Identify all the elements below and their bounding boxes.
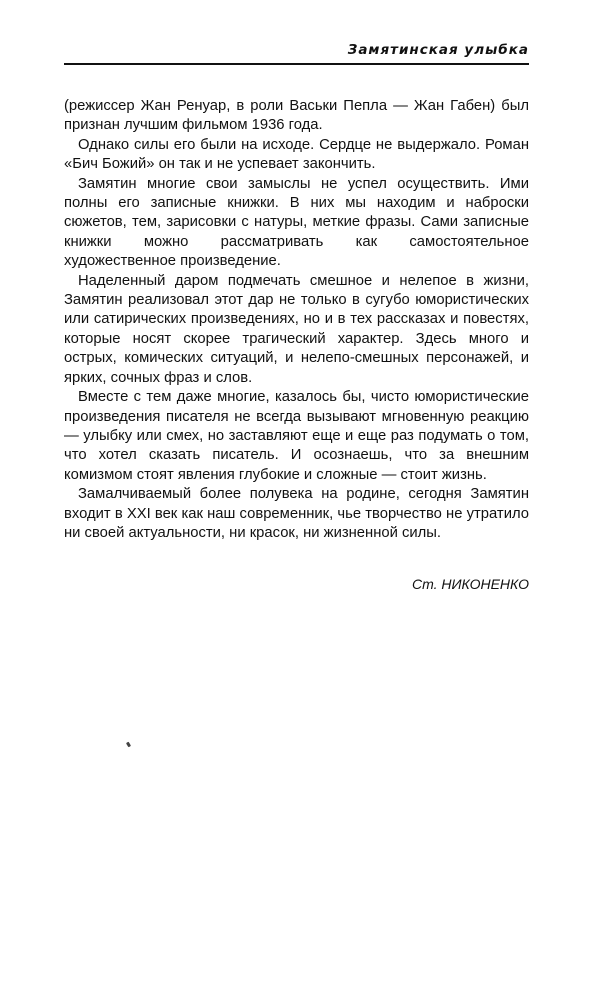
running-title: Замятинская улыбка [347, 42, 529, 58]
paragraph: Наделенный даром подмечать смешное и нелепое в жизни, Замятин реализовал этот дар не только в сугубо юмористических или сатирических произведениях, но и в тех рассказах и повестях, которые носят скорее трагический характер. Здесь много и острых, комических ситуаций, и нелепо-смешных персонажей, и ярких, сочных фраз и слов. [64, 272, 529, 386]
print-speck [126, 742, 131, 748]
paragraph: Вместе с тем даже многие, казалось бы, чисто юмористические произведения писателя не всегда вызывают мгновенную реакцию — улыбку или смех, но заставляют еще и еще раз подумать о том, что хотел сказать писатель. И осознаешь, что за внешним комизмом стоят явления глубокие и сложные — стоит жизнь. [64, 389, 529, 483]
paragraph: Однако силы его были на исходе. Сердце не выдержало. Роман «Бич Божий» он так и не успевает закончить. [64, 136, 529, 173]
paragraph: Замятин многие свои замыслы не успел осуществить. Ими полны его записные книжки. В них мы находим и наброски сюжетов, тем, зарисовки с натуры, меткие фразы. Сами записные книжки можно рассматривать как самостоятельное художественное произведение. [64, 175, 529, 270]
header-rule [64, 63, 529, 65]
body-text [64, 97, 529, 543]
author-signature: Ст. НИКОНЕНКО [411, 576, 529, 592]
paragraph: (режиссер Жан Ренуар, в роли Васьки Пепла — Жан Габен) был признан лучшим фильмом 1936 года. [64, 98, 529, 134]
paragraph: Замалчиваемый более полувека на родине, сегодня Замятин входит в XXI век как наш современник, чье творчество не утратило ни своей актуальности, ни красок, ни жизненной силы. [64, 486, 529, 541]
